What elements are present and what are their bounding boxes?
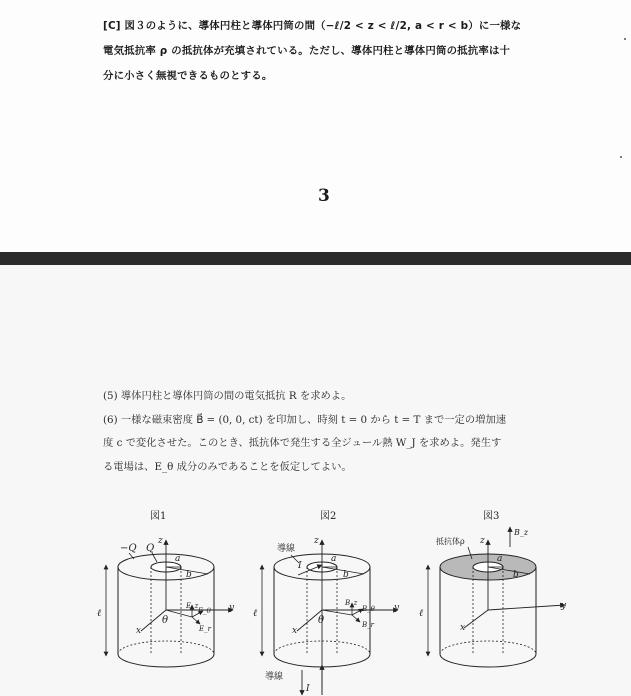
- scan-speck: [624, 38, 626, 40]
- fig3-x-axis: [464, 610, 488, 628]
- question-6-line-2: 度 c で変化させた。このとき、抵抗体で発生する全ジュール熱 W_J を求めよ。発生す: [103, 437, 502, 449]
- fig1-ez-label: E_z: [186, 602, 199, 610]
- fig2-x-label: x: [292, 626, 298, 636]
- intro-line-2: 電気抵抗率 ρ の抵抗体が充填されている。ただし、導体円柱と導体円筒の抵抗率は十: [103, 45, 511, 57]
- figure-3: [419, 510, 567, 667]
- fig2-wire-bottom-label: 導線: [265, 672, 284, 682]
- fig3-a-label: a: [497, 554, 503, 564]
- fig1-etheta-label: E_θ: [198, 607, 211, 615]
- fig1-l-label: ℓ: [97, 608, 102, 619]
- fig1-a-label: a: [175, 554, 181, 564]
- fig3-l-label: ℓ: [419, 608, 424, 619]
- fig2-b-label: b: [343, 570, 349, 580]
- fig1-r-line: [166, 610, 192, 617]
- figure-2-title: 図2: [320, 511, 337, 522]
- top-page: [0, 0, 631, 252]
- fig3-resistor-label: 抵抗体ρ: [436, 537, 465, 546]
- figure-3-title: 図3: [483, 511, 500, 522]
- figure-1: [97, 510, 235, 667]
- fig1-outer-bottom: [118, 654, 214, 667]
- figure-2: [253, 510, 400, 695]
- fig2-br-label: B_r: [362, 621, 374, 629]
- fig3-x-label: x: [460, 623, 466, 633]
- intro-line-3: 分に小さく無視できるものとする。: [103, 70, 273, 82]
- figures-diagram: [0, 265, 631, 696]
- fig2-z-label: z: [314, 536, 319, 546]
- fig3-y-label: y: [561, 601, 567, 611]
- fig2-i-bottom-label: I: [306, 684, 310, 694]
- fig3-b-label: b: [513, 570, 519, 580]
- fig2-r-line: [322, 610, 352, 615]
- fig2-btheta-label: B_θ: [362, 605, 375, 613]
- fig2-bz-label: B_z: [345, 599, 358, 607]
- fig2-theta-label: θ: [318, 615, 325, 626]
- fig1-er-arrow: [192, 617, 200, 624]
- intro-line-1: [C] 図３のように、導体円柱と導体円筒の間（−ℓ/2 < z < ℓ/2, a < r < b）に一様な: [103, 20, 522, 32]
- fig1-outer-bottom-hidden: [118, 641, 214, 654]
- fig2-l-label: ℓ: [253, 608, 258, 619]
- fig1-minus-q-label: −Q: [120, 543, 137, 554]
- fig2-a-label: a: [331, 554, 337, 564]
- fig2-br-arrow: [352, 615, 360, 622]
- fig2-y-label: y: [394, 603, 400, 613]
- fig3-bz-label: B_z: [514, 528, 529, 537]
- question-6-line-1: (6) 一様な磁束密度 B⃗ = (0, 0, ct) を印加し、時刻 t = 0 から t = T まで一定の増加速: [103, 414, 507, 426]
- fig2-wire-label: 導線: [277, 544, 296, 554]
- fig3-outer-bottom-hidden: [440, 641, 536, 654]
- question-6-line-3: る電場は、E_θ 成分のみであることを仮定してよい。: [103, 461, 352, 473]
- fig1-theta-label: θ: [162, 615, 169, 626]
- figure-1-title: 図1: [150, 511, 167, 522]
- question-5: (5) 導体円柱と導体円筒の間の電気抵抗 R を求めよ。: [103, 390, 352, 402]
- fig1-y-label: y: [229, 603, 235, 613]
- page-number: 3: [318, 186, 330, 206]
- fig3-outer-bottom: [440, 654, 536, 667]
- fig1-x-label: x: [136, 626, 142, 636]
- fig1-er-label: E_r: [199, 625, 211, 633]
- fig1-z-label: z: [158, 536, 163, 546]
- fig1-b-label: b: [186, 570, 192, 580]
- fig3-y-axis: [488, 605, 565, 610]
- fig3-z-label: z: [480, 536, 485, 546]
- fig2-i-top-label: I: [298, 561, 302, 571]
- page-separator: [0, 252, 631, 265]
- fig1-q-label: Q: [146, 543, 155, 554]
- bottom-page: [0, 265, 631, 696]
- scan-speck: [620, 156, 622, 158]
